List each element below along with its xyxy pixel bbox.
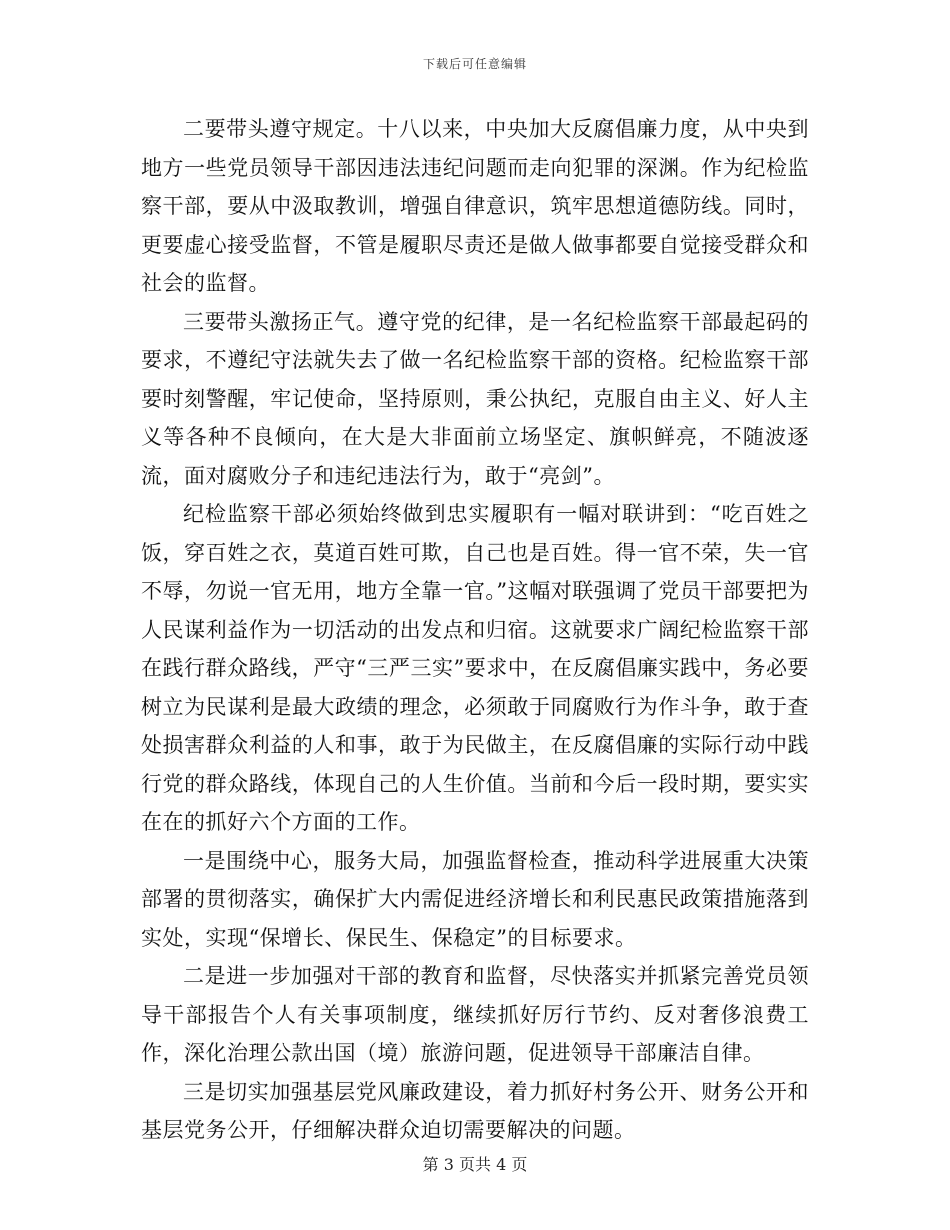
page-header: 下载后可任意编辑 [422, 57, 527, 71]
paragraph-2: 三要带头激扬正气。遵守党的纪律，是一名纪检监察干部最起码的要求，不遵纪守法就失去了做一名纪检监察干部的资格。纪检监察干部要时刻警醒，牢记使命，坚持原则，秉公执纪，克服自由主义、好人主义等各种不良倾向，在大是大非面前立场坚定、旗帜鲜亮，不随波逐流，面对腐败分子和违纪违法行为，敢于“亮剑”。 [141, 309, 809, 488]
paragraph-3: 纪检监察干部必须始终做到忠实履职有一幅对联讲到：“吃百姓之饭，穿百姓之衣，莫道百姓可欺，自己也是百姓。得一官不荣，失一官不辱，勿说一官无用，地方全靠一官。”这幅对联强调了党员干部要把为人民谋利益作为一切活动的出发点和归宿。这就要求广阔纪检监察干部在践行群众路线，严守“三严三实”要求中，在反腐倡廉实践中，务必要树立为民谋利是最大政绩的理念，必须敢于同腐败行为作斗争，敢于查处损害群众利益的人和事，敢于为民做主，在反腐倡廉的实际行动中践行党的群众路线，体现自己的人生价值。当前和今后一段时期，要实实在在的抓好六个方面的工作。 [141, 502, 809, 834]
page-number: 第 3 页共 4 页 [422, 1155, 528, 1174]
document-body [141, 110, 809, 1150]
paragraph-6: 三是切实加强基层党风廉政建设，着力抓好村务公开、财务公开和基层党务公开，仔细解决群众迫切需要解决的问题。 [141, 1079, 809, 1142]
paragraph-1: 二要带头遵守规定。十八以来，中央加大反腐倡廉力度，从中央到地方一些党员领导干部因违法违纪问题而走向犯罪的深渊。作为纪检监察干部，要从中汲取教训，增强自律意识，筑牢思想道德防线。同时，更要虚心接受监督，不管是履职尽责还是做人做事都要自觉接受群众和社会的监督。 [141, 117, 809, 295]
paragraph-4: 一是围绕中心，服务大局，加强监督检查，推动科学进展重大决策部署的贯彻落实，确保扩大内需促进经济增长和利民惠民政策措施落到实处，实现“保增长、保民生、保稳定”的目标要求。 [141, 848, 809, 950]
paragraph-5: 二是进一步加强对干部的教育和监督，尽快落实并抓紧完善党员领导干部报告个人有关事项制度，继续抓好厉行节约、反对奢侈浪费工作，深化治理公款出国（境）旅游问题，促进领导干部廉洁自律。 [141, 964, 809, 1065]
